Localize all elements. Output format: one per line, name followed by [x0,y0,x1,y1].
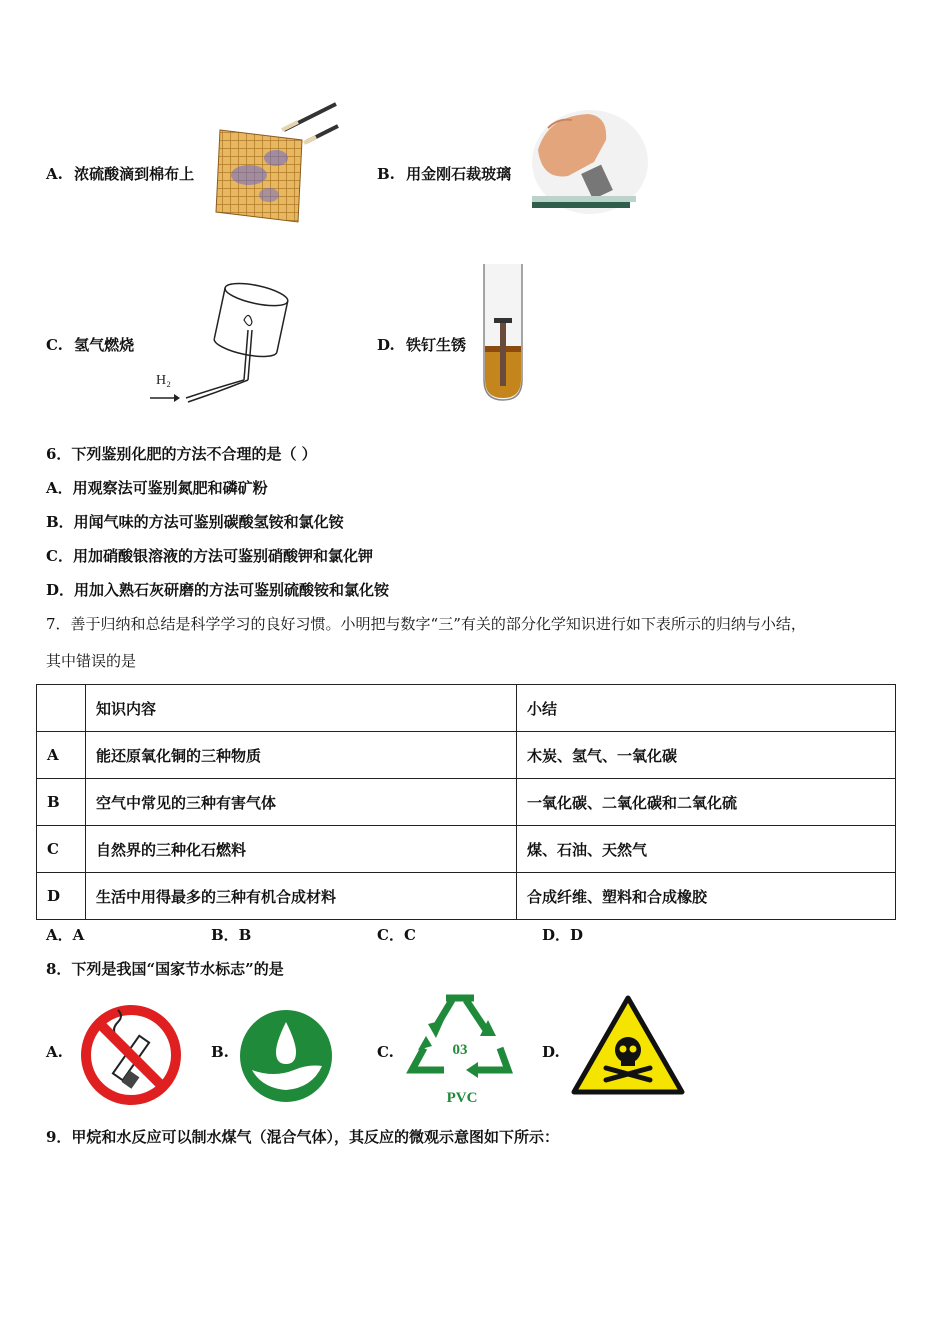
q6-option-b[interactable]: B．用闻气味的方法可鉴别碳酸氢铵和氯化铵 [46,513,344,531]
table-row [37,732,896,779]
water-saving-sign-icon [238,1008,334,1104]
table-cell: C [37,826,86,873]
knowledge-table [36,684,896,920]
hydrogen-burning-image [146,280,296,410]
q5-option-d-letter: D. [377,336,395,354]
diamond-cutting-glass-image [528,110,648,220]
q7-answer-a[interactable]: A．A [46,926,85,944]
table-header-cell: 小结 [517,685,896,732]
table-cell: 生活中用得最多的三种有机合成材料 [86,873,517,920]
q5-option-c[interactable] [46,335,134,355]
table-cell: 能还原氧化铜的三种物质 [86,732,517,779]
q9-stem: 9．甲烷和水反应可以制水煤气（混合气体），其反应的微观示意图如下所示： [46,1128,559,1146]
table-row [37,779,896,826]
table-cell: 木炭、氢气、一氧化碳 [517,732,896,779]
q5-option-a[interactable] [46,164,194,184]
q5-option-a-letter: A. [46,165,63,183]
toxic-warning-sign-icon [570,994,686,1096]
table-cell: 煤、石油、天然气 [517,826,896,873]
q7-answer-d[interactable]: D．D [542,926,584,944]
q5-option-c-text: 氢气燃烧 [74,336,135,354]
table-cell: B [37,779,86,826]
q5-option-d[interactable] [377,335,466,355]
recycle-number: 03 [452,1042,468,1058]
iron-nail-rusting-image [478,262,528,404]
q8-option-d-label[interactable]: D. [542,1043,560,1061]
q6-option-a[interactable]: A．用观察法可鉴别氮肥和磷矿粉 [46,479,268,497]
table-cell: D [37,873,86,920]
no-smoking-sign-icon [78,1002,184,1108]
cotton-cloth-image [214,100,339,225]
q5-option-c-letter: C. [46,336,63,354]
q7-answer-b[interactable]: B．B [211,926,252,944]
q5-option-b[interactable] [377,164,511,184]
q5-option-d-text: 铁钉生锈 [405,336,466,354]
q8-stem: 8．下列是我国“国家节水标志”的是 [46,960,284,978]
q5-option-b-text: 用金刚石裁玻璃 [406,165,512,183]
table-header-cell: 知识内容 [86,685,517,732]
table-cell: 空气中常见的三种有害气体 [86,779,517,826]
q7-stem-line2: 其中错误的是 [46,652,137,670]
table-row [37,873,896,920]
table-cell: 一氧化碳、二氧化碳和二氧化硫 [517,779,896,826]
table-row [37,826,896,873]
table-cell: A [37,732,86,779]
q6-stem: 6．下列鉴别化肥的方法不合理的是（ ） [46,445,317,463]
q5-option-a-text: 浓硫酸滴到棉布上 [74,165,195,183]
table-header-cell [37,685,86,732]
q8-option-c-label[interactable]: C. [377,1043,394,1061]
q6-option-d[interactable]: D．用加入熟石灰研磨的方法可鉴别硫酸铵和氯化铵 [46,581,390,599]
q7-stem-line1: 7．善于归纳和总结是科学学习的良好习惯。小明把与数字“三”有关的部分化学知识进行如下表所示的归纳与小结， [46,615,806,633]
q7-answer-c[interactable]: C．C [377,926,416,944]
q6-option-c[interactable]: C．用加硝酸银溶液的方法可鉴别硝酸钾和氯化钾 [46,547,373,565]
recycle-pvc-sign-icon [404,988,516,1108]
table-cell: 自然界的三种化石燃料 [86,826,517,873]
q8-option-a-label[interactable]: A. [46,1043,63,1061]
table-header-row [37,685,896,732]
q8-option-b-label[interactable]: B. [211,1043,229,1061]
table-cell: 合成纤维、塑料和合成橡胶 [517,873,896,920]
q5-option-b-letter: B. [377,165,395,183]
recycle-label: PVC [446,1090,478,1106]
h2-label: H₂ [156,373,171,388]
